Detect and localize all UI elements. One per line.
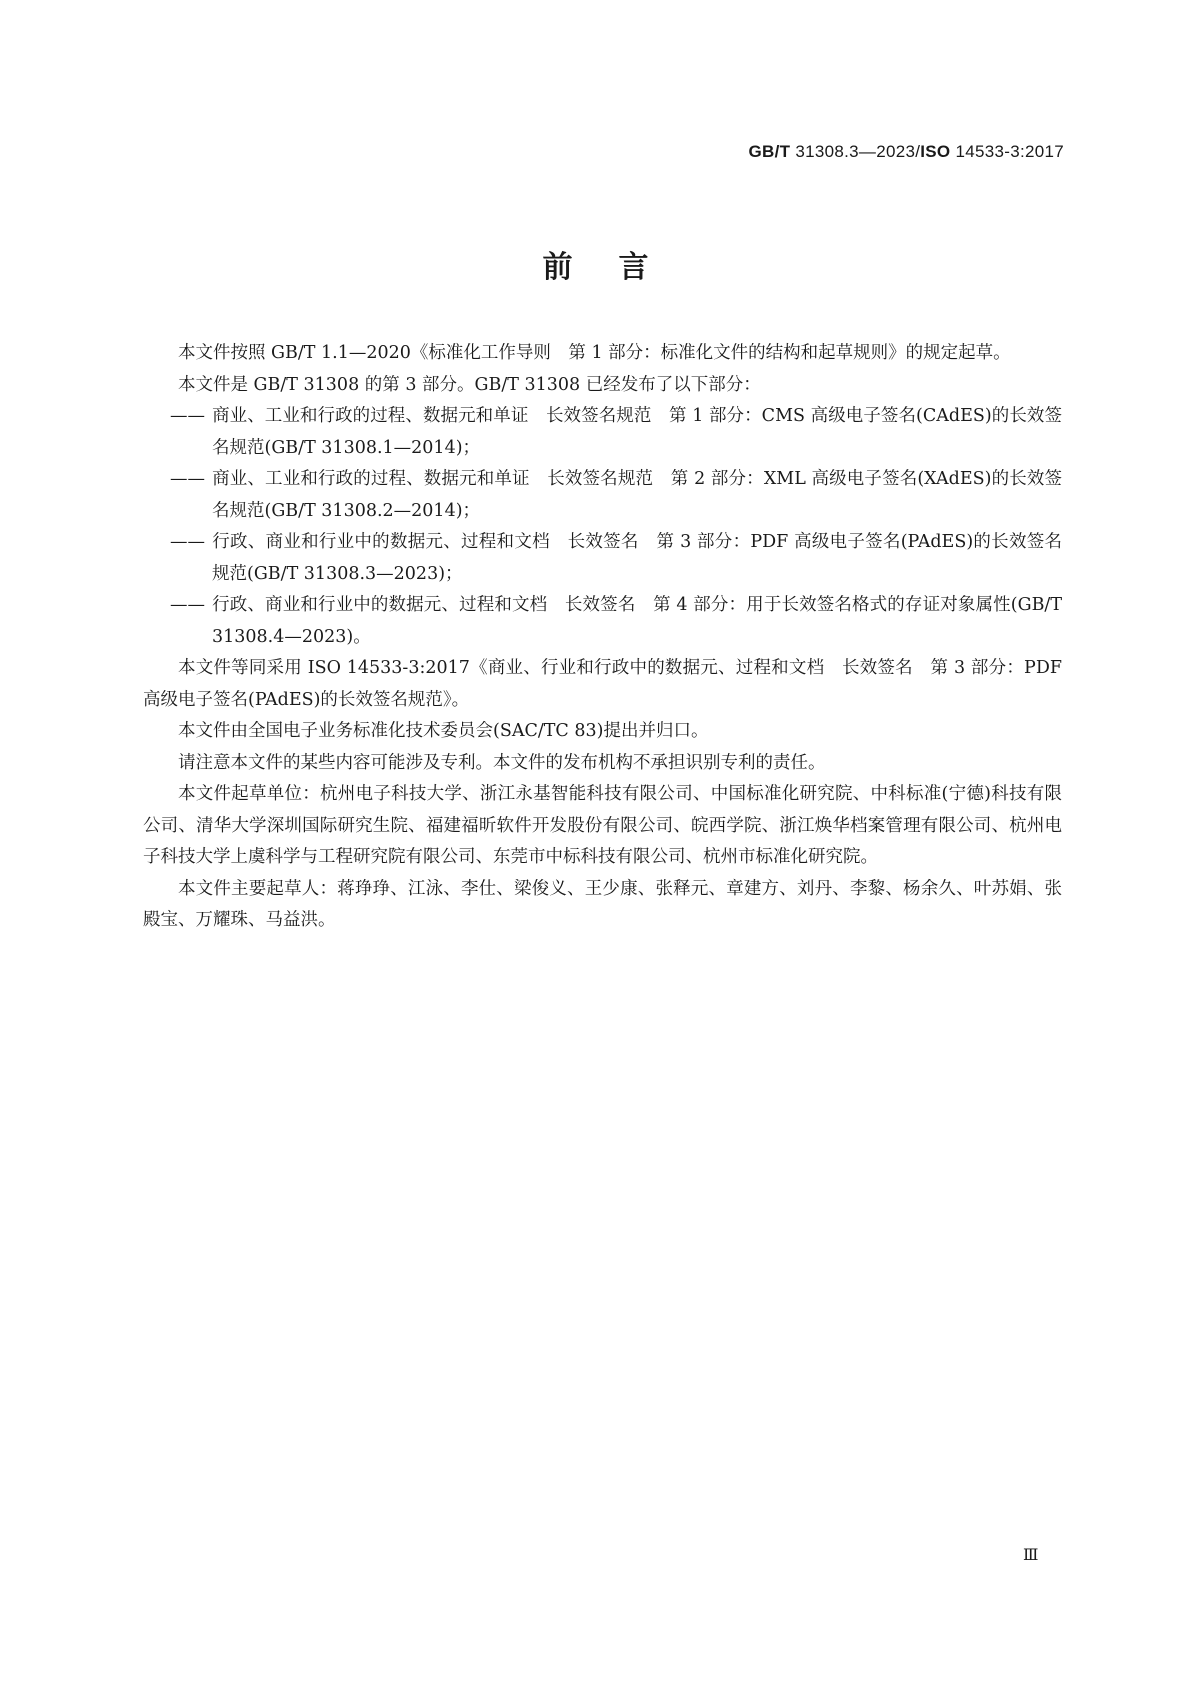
foreword-body <box>143 338 1062 937</box>
list-dash: —— <box>170 469 205 489</box>
standard-number-header <box>749 142 1065 162</box>
list-item-text: 行政、商业和行业中的数据元、过程和文档 长效签名 第 4 部分：用于长效签名格式的存证对象属性(GB/T 31308.4—2023)。 <box>212 595 1062 647</box>
paragraph-drafting-rules: 本文件按照 GB/T 1.1—2020《标准化工作导则 第 1 部分：标准化文件的结构和起草规则》的规定起草。 <box>178 343 1011 363</box>
list-dash: —— <box>170 532 205 552</box>
paragraph-proposer: 本文件由全国电子业务标准化技术委员会(SAC/TC 83)提出并归口。 <box>178 721 709 741</box>
paragraph-drafting-organizations: 本文件起草单位：杭州电子科技大学、浙江永基智能科技有限公司、中国标准化研究院、中科标准(宁德)科技有限公司、清华大学深圳国际研究生院、福建福昕软件开发股份有限公司、皖西学院、浙江焕华档案管理有限公司、杭州电子科技大学上虞科学与工程研究院有限公司、东莞市中标科技有限公司、杭州市标准化研究院。 <box>143 784 1062 867</box>
list-item <box>143 590 1062 653</box>
paragraph-patent-notice: 请注意本文件的某些内容可能涉及专利。本文件的发布机构不承担识别专利的责任。 <box>178 752 826 773</box>
list-item-text: 商业、工业和行政的过程、数据元和单证 长效签名规范 第 1 部分：CMS 高级电子签名(CAdES)的长效签名规范(GB/T 31308.1—2014)； <box>212 406 1062 458</box>
list-item <box>143 527 1062 590</box>
page-title: 前言 <box>542 250 695 285</box>
header-iso-number: 14533-3:2017 <box>955 142 1064 161</box>
header-number: 31308.3—2023/ <box>795 142 921 161</box>
list-item <box>143 464 1062 527</box>
page-number: Ⅲ <box>1023 1545 1039 1564</box>
paragraph-equivalence: 本文件等同采用 ISO 14533-3:2017《商业、行业和行政中的数据元、过程和文档 长效签名 第 3 部分：PDF 高级电子签名(PAdES)的长效签名规范》。 <box>143 658 1062 710</box>
list-item-text: 商业、工业和行政的过程、数据元和单证 长效签名规范 第 2 部分：XML 高级电子签名(XAdES)的长效签名规范(GB/T 31308.2—2014)； <box>212 469 1062 521</box>
header-iso: ISO <box>920 142 951 161</box>
list-dash: —— <box>170 595 205 615</box>
list-item <box>143 401 1062 464</box>
paragraph-drafters: 本文件主要起草人：蒋琤琤、江泳、李仕、梁俊义、王少康、张释元、章建方、刘丹、李黎、杨余久、叶苏娟、张殿宝、万耀珠、马益洪。 <box>143 878 1062 930</box>
list-item-text: 行政、商业和行业中的数据元、过程和文档 长效签名 第 3 部分：PDF 高级电子签名(PAdES)的长效签名规范(GB/T 31308.3—2023)； <box>212 532 1062 584</box>
list-dash: —— <box>170 406 205 426</box>
header-gbt: GB/T <box>748 142 791 161</box>
paragraph-parts-intro: 本文件是 GB/T 31308 的第 3 部分。GB/T 31308 已经发布了以下部分： <box>178 374 761 395</box>
